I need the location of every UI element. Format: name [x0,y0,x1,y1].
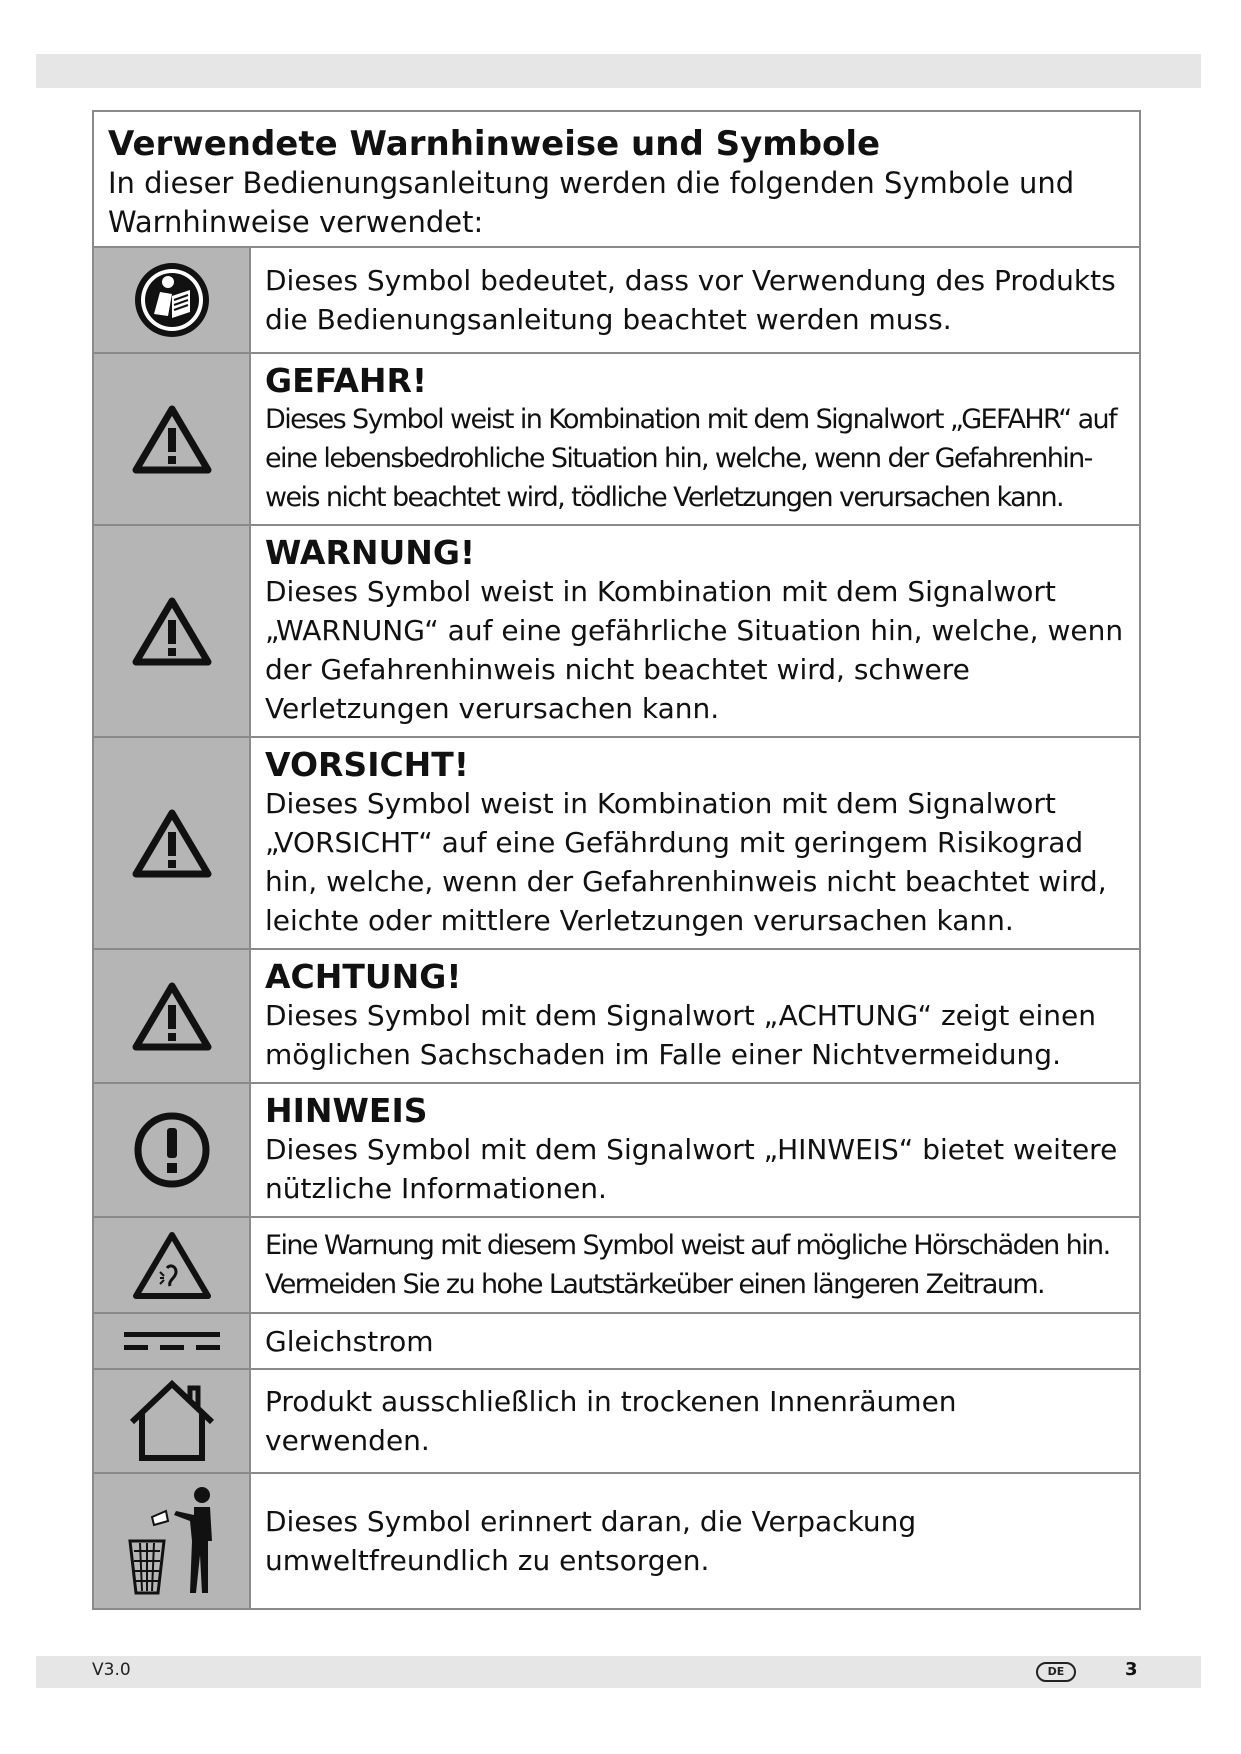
row-text: Produkt ausschließlich in trockenen Innenräumen verwenden. [265,1385,957,1457]
row-text: Dieses Symbol erinnert daran, die Verpackung umweltfreundlich zu entsorgen. [265,1505,917,1577]
hearing-damage-icon [132,1230,212,1300]
symbols-table [92,110,1141,1610]
row-text: Dieses Symbol mit dem Signalwort „ACHTUNG“ zeigt einen möglichen Sachschaden im Falle einer Nichtvermeidung. [265,999,1097,1071]
exclamation-circle-icon [132,1110,212,1190]
table-row [94,1084,1139,1218]
direct-current-icon [122,1326,222,1356]
table-row [94,738,1139,950]
top-bar [36,54,1201,88]
row-heading: GEFAHR! [265,360,428,400]
read-manual-icon [132,260,212,340]
table-row [94,1218,1139,1314]
table-row [94,248,1139,354]
row-text: Eine Warnung mit diesem Symbol weist auf mögliche Hörschäden hin. Vermeiden Sie zu hohe Lautstärkeüber einen längeren Zeitraum. [265,1230,1110,1300]
row-text: Dieses Symbol bedeutet, dass vor Verwendung des Produkts die Bedienungsanleitung beachtet werden muss. [265,264,1116,336]
page-number: 3 [1125,1659,1138,1680]
row-heading: WARNUNG! [265,533,476,572]
row-text: Dieses Symbol weist in Kombination mit dem Signalwort „VORSICHT“ auf eine Gefährdung mit geringem Risikograd hin, welche, wenn der Gefahrenhinweis nicht beachtet wird, leichte oder mittlere Verletzungen verursachen kann. [265,787,1107,937]
language-badge: DE [1036,1662,1076,1682]
row-heading: VORSICHT! [265,745,469,784]
warning-triangle-icon [132,404,212,474]
table-row [94,1370,1139,1474]
warning-triangle-icon [132,808,212,878]
table-row [94,950,1139,1084]
row-text: Dieses Symbol weist in Kombination mit dem Signalwort „GEFAHR“ auf eine lebensbedrohliche Situation hin, welche, wenn der Gefahrenhin-weis nicht beachtet wird, tödliche Verletzungen verursachen kann. [265,403,1116,513]
row-text: Dieses Symbol mit dem Signalwort „HINWEIS“ bietet weitere nützliche Informationen. [265,1133,1118,1205]
row-heading: HINWEIS [265,1091,428,1130]
dispose-packaging-icon [124,1481,220,1601]
section-intro: In dieser Bedienungsanleitung werden die folgenden Symbole und Warnhinweise verwendet: [108,166,1075,239]
row-text: Dieses Symbol weist in Kombination mit dem Signalwort „WARNUNG“ auf eine gefährliche Situation hin, welche, wenn der Gefahrenhinweis nicht beachtet wird, schwere Verletzungen verursachen kann. [265,575,1124,725]
bottom-bar [36,1656,1201,1688]
version-label: V3.0 [92,1660,131,1680]
table-row [94,1314,1139,1370]
table-row [94,526,1139,738]
row-heading: ACHTUNG! [265,957,462,996]
table-row [94,354,1139,526]
warning-triangle-icon [132,596,212,666]
table-row [94,1474,1139,1608]
row-text: Gleichstrom [265,1324,434,1358]
warning-triangle-icon [132,981,212,1051]
indoor-house-icon [124,1378,220,1464]
section-title: Verwendete Warnhinweise und Symbole [108,124,881,164]
table-header [94,112,1139,248]
